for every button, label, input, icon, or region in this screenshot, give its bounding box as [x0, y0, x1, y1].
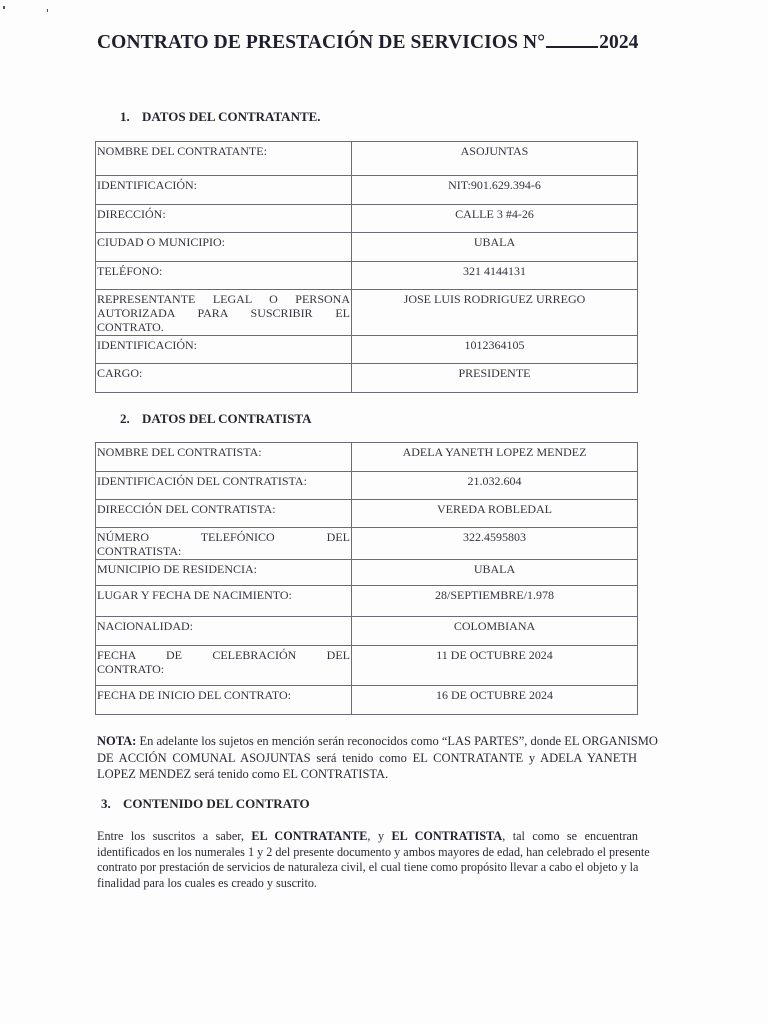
field-label: [96, 646, 352, 686]
note-line: [97, 733, 658, 750]
field-value: 28/SEPTIEMBRE/1.978: [352, 586, 638, 617]
paragraph-line: contrato por prestación de servicios de naturaleza civil, el cual tiene como propósito llevar a cabo el objeto y la: [97, 860, 639, 875]
field-value: 322.4595803: [352, 528, 638, 560]
field-label: CARGO:: [96, 364, 352, 393]
table-row: [96, 443, 638, 472]
section-title: DATOS DEL CONTRATANTE.: [142, 109, 321, 124]
title-text: CONTRATO DE PRESTACIÓN DE SERVICIOS N°: [97, 32, 546, 53]
field-value: CALLE 3 #4-26: [352, 205, 638, 233]
bold-text: EL CONTRATISTA: [391, 829, 503, 843]
table-row: [96, 686, 638, 715]
table-row: [96, 336, 638, 364]
table-row: [96, 528, 638, 560]
section-1-heading: [120, 109, 321, 125]
field-value: UBALA: [352, 560, 638, 586]
title-year: 2024: [599, 32, 639, 53]
table-row: [96, 560, 638, 586]
section-title: CONTENIDO DEL CONTRATO: [123, 796, 310, 811]
table-row: [96, 586, 638, 617]
text-run: Entre los suscritos a saber,: [97, 829, 244, 843]
field-value: 11 DE OCTUBRE 2024: [352, 646, 638, 686]
table-row: [96, 364, 638, 393]
section-title: DATOS DEL CONTRATISTA: [142, 411, 312, 426]
section-number: 2.: [120, 411, 130, 426]
section-2-heading: [120, 411, 312, 427]
note-paragraph: [97, 733, 658, 783]
section-3-heading: [101, 796, 310, 812]
section-number: 1.: [120, 109, 130, 124]
label-line: NÚMERO TELEFÓNICO DEL: [97, 530, 350, 544]
scan-speck: [3, 6, 5, 9]
label-line: CONTRATO.: [97, 320, 164, 334]
contratante-table: [95, 141, 638, 393]
document-title: [97, 28, 639, 54]
field-label: IDENTIFICACIÓN DEL CONTRATISTA:: [96, 472, 352, 500]
content-paragraph: [97, 829, 650, 891]
field-label: TELÉFONO:: [96, 262, 352, 290]
field-value: ADELA YANETH LOPEZ MENDEZ: [352, 443, 638, 472]
field-label: [96, 528, 352, 560]
table-row: [96, 176, 638, 205]
label-line: FECHA DE CELEBRACIÓN DEL: [97, 648, 350, 662]
field-label: CIUDAD O MUNICIPIO:: [96, 233, 352, 262]
field-label: NACIONALIDAD:: [96, 617, 352, 646]
table-row: [96, 472, 638, 500]
paragraph-line: identificados en los numerales 1 y 2 del presente documento y ambos mayores de edad, han celebrado el presente: [97, 844, 650, 859]
label-line: AUTORIZADA PARA SUSCRIBIR EL: [97, 306, 350, 320]
field-value: UBALA: [352, 233, 638, 262]
table-row: [96, 262, 638, 290]
section-number: 3.: [101, 796, 111, 811]
table-row: [96, 500, 638, 528]
field-value: 16 DE OCTUBRE 2024: [352, 686, 638, 715]
field-label: MUNICIPIO DE RESIDENCIA:: [96, 560, 352, 586]
label-line: CONTRATISTA:: [97, 544, 182, 558]
field-value: NIT:901.629.394-6: [352, 176, 638, 205]
contratista-table: [95, 442, 638, 715]
field-label: DIRECCIÓN DEL CONTRATISTA:: [96, 500, 352, 528]
contract-number-blank: [546, 28, 598, 48]
table-row: [96, 617, 638, 646]
field-label: IDENTIFICACIÓN:: [96, 176, 352, 205]
field-label: FECHA DE INICIO DEL CONTRATO:: [96, 686, 352, 715]
scan-speck: [47, 9, 48, 12]
paragraph-line: [97, 829, 638, 845]
field-value: PRESIDENTE: [352, 364, 638, 393]
table-row: [96, 205, 638, 233]
note-line: LOPEZ MENDEZ será tenido como EL CONTRATISTA.: [97, 767, 389, 781]
field-label: NOMBRE DEL CONTRATISTA:: [96, 443, 352, 472]
field-value: COLOMBIANA: [352, 617, 638, 646]
field-label: NOMBRE DEL CONTRATANTE:: [96, 142, 352, 176]
table-row: [96, 233, 638, 262]
label-line: CONTRATO:: [97, 662, 165, 676]
field-label: DIRECCIÓN:: [96, 205, 352, 233]
note-label: NOTA:: [97, 734, 137, 748]
field-value: 21.032.604: [352, 472, 638, 500]
table-row: [96, 290, 638, 336]
field-label: LUGAR Y FECHA DE NACIMIENTO:: [96, 586, 352, 617]
field-value: ASOJUNTAS: [352, 142, 638, 176]
field-value: JOSE LUIS RODRIGUEZ URREGO: [352, 290, 638, 336]
field-value: 1012364105: [352, 336, 638, 364]
note-text: En adelante los sujetos en mención serán reconocidos como “LAS PARTES”, donde EL ORGANISMO: [139, 734, 658, 748]
field-label: [96, 290, 352, 336]
text-run: , y: [367, 829, 385, 843]
text-run: , tal como se encuentran: [502, 829, 639, 843]
field-value: VEREDA ROBLEDAL: [352, 500, 638, 528]
table-row: [96, 142, 638, 176]
bold-text: EL CONTRATANTE: [251, 829, 368, 843]
table-row: [96, 646, 638, 686]
label-line: REPRESENTANTE LEGAL O PERSONA: [97, 292, 350, 306]
field-label: IDENTIFICACIÓN:: [96, 336, 352, 364]
note-line: DE ACCIÓN COMUNAL ASOJUNTAS será tenido como EL CONTRATANTE y ADELA YANETH: [97, 750, 637, 765]
paragraph-line: finalidad para los cuales es creado y suscrito.: [97, 875, 317, 890]
field-value: 321 4144131: [352, 262, 638, 290]
